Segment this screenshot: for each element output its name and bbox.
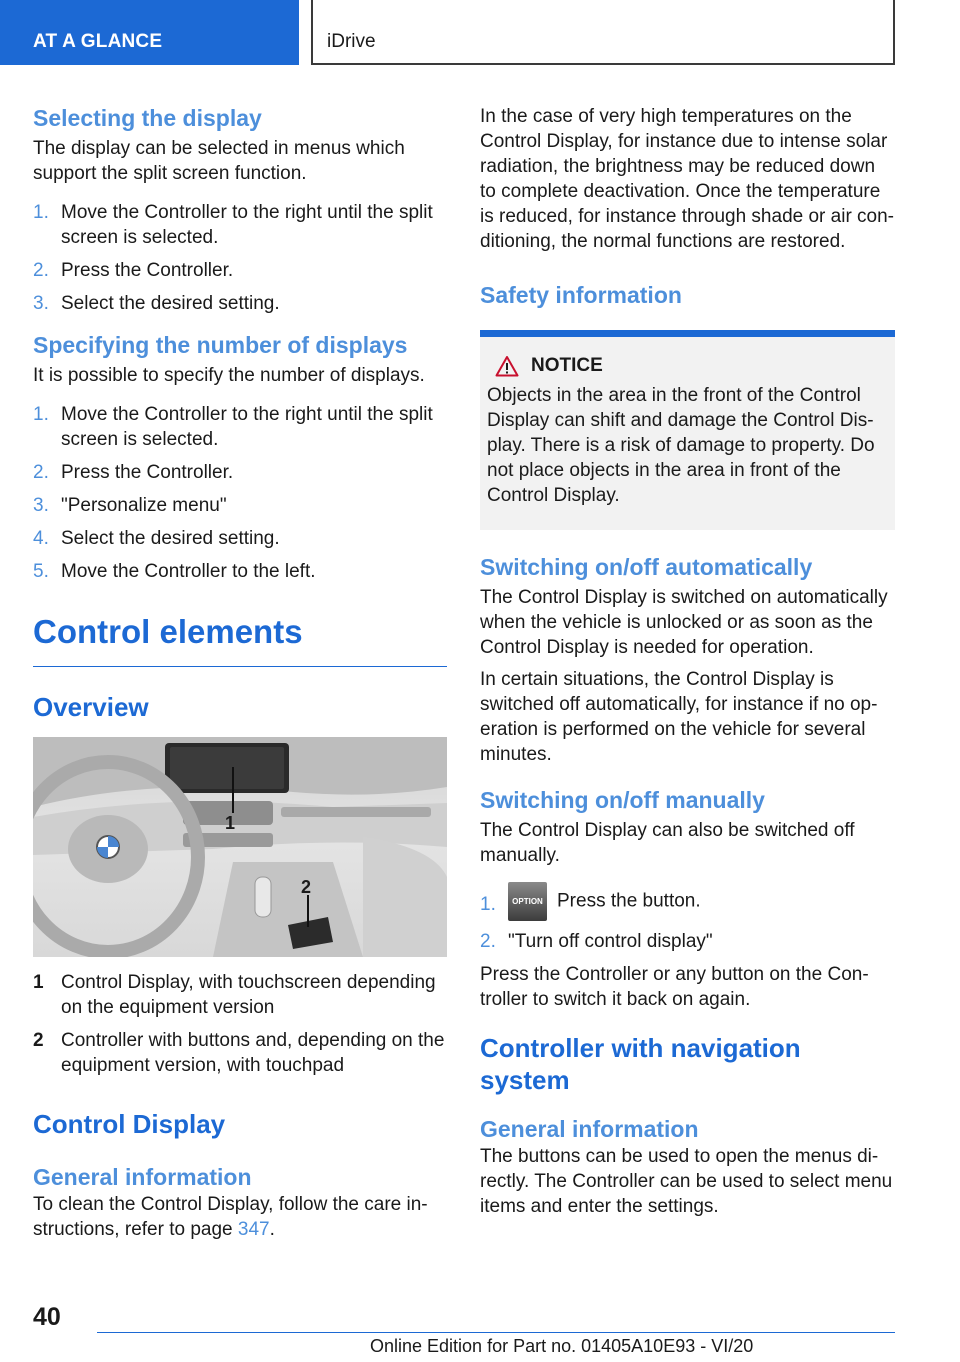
step-text: Press the Controller. (61, 462, 234, 483)
step-text: Select the desired setting. (61, 293, 280, 314)
step-number: 3. (33, 495, 49, 516)
cleaning-text (33, 1192, 447, 1242)
specifying-displays-intro: It is possible to specify the number of displays. (33, 365, 425, 386)
switching-auto-p2: In certain situations, the Control Display is switched off automatically, for instance if no op-eration is performed on the vehicle for several minutes. (480, 669, 878, 765)
option-button-icon: OPTION (508, 882, 547, 921)
callout-2: 2 (301, 877, 312, 897)
switching-auto-heading: Switching on/off automatically (480, 554, 813, 580)
list-item (33, 1028, 447, 1078)
list-item (33, 258, 447, 283)
notice-box (480, 330, 895, 530)
step-text: Move the Controller to the left. (61, 561, 316, 582)
step-text: "Turn off control display" (508, 931, 713, 952)
controller-general-text: The buttons can be used to open the menus di-rectly. The Controller can be used to select menu items and enter the settings. (480, 1146, 893, 1217)
list-item (480, 929, 895, 954)
step-number: 4. (33, 528, 49, 549)
notice-title (487, 355, 888, 377)
step-number: 2. (33, 260, 49, 281)
list-item (33, 402, 447, 452)
specifying-displays-steps (33, 402, 447, 584)
chapter-tab (311, 0, 895, 65)
step-text: Move the Controller to the right until the split screen is selected. (61, 404, 433, 450)
legend-text: Control Display, with touchscreen depending on the equipment version (61, 972, 436, 1018)
overview-legend (33, 970, 447, 1078)
left-column (33, 103, 447, 1242)
list-item (480, 882, 895, 921)
step-number: 5. (33, 561, 49, 582)
footer-edition: Online Edition for Part no. 01405A10E93 - VI/20 (370, 1336, 754, 1356)
cockpit-photo (33, 737, 447, 957)
switching-manual-p2: Press the Controller or any button on the Con-troller to switch it back on again. (480, 964, 869, 1010)
overview-heading: Overview (33, 692, 149, 722)
step-number: 2. (33, 462, 49, 483)
list-item (33, 559, 447, 584)
selecting-display-heading: Selecting the display (33, 105, 262, 131)
switching-manual-p1: The Control Display can also be switched off manually. (480, 820, 855, 866)
list-item (33, 493, 447, 518)
list-item (33, 460, 447, 485)
notice-text: Objects in the area in the front of the Control Display can shift and damage the Control Dis-play. There is a risk of damage to property. Do not place objects in the area in front of the Control Display. (487, 385, 875, 506)
switching-manual-steps (480, 882, 895, 954)
legend-text: Controller with buttons and, depending on the equipment version, with touchpad (61, 1030, 445, 1076)
controller-heading: Controller with navigation system (480, 1033, 801, 1095)
step-number: 1. (33, 404, 49, 425)
step-text: Move the Controller to the right until the split screen is selected. (61, 202, 433, 248)
control-elements-heading: Control elements (33, 613, 303, 650)
controller-general-heading: General information (480, 1116, 699, 1142)
heading-rule (33, 666, 447, 667)
step-text: "Personalize menu" (61, 495, 227, 516)
step-text: Select the desired setting. (61, 528, 280, 549)
temperature-paragraph: In the case of very high temperatures on the Control Display, for instance due to intense solar radiation, the brightness may be reduced down to complete deactivation. Once the temperature is reduced, for instance through shade or air con-ditioning, the normal functions are restored. (480, 106, 895, 252)
cleaning-sentence: To clean the Control Display, follow the care in-structions, refer to page (33, 1194, 428, 1240)
sentence-end: . (269, 1219, 275, 1240)
list-item (33, 291, 447, 316)
right-column (480, 104, 895, 1219)
section-title: AT A GLANCE (33, 31, 163, 52)
step-number: 2. (480, 931, 496, 952)
step-number: 1. (480, 894, 496, 915)
list-item (33, 200, 447, 250)
selecting-display-intro: The display can be selected in menus which support the split screen function. (33, 138, 405, 184)
step-text: Press the button. (557, 890, 701, 912)
safety-information-heading: Safety information (480, 282, 682, 308)
page-reference-link[interactable]: 347 (237, 1219, 270, 1240)
chapter-title: iDrive (327, 31, 376, 52)
cockpit-illustration (33, 737, 447, 957)
page-number: 40 (33, 1303, 61, 1331)
selecting-display-steps (33, 200, 447, 316)
step-text: Press the Controller. (61, 260, 234, 281)
control-display-heading: Control Display (33, 1109, 226, 1139)
callout-1: 1 (225, 813, 236, 833)
footer-divider (97, 1332, 895, 1333)
legend-number: 2 (33, 1030, 44, 1051)
specifying-displays-heading: Specifying the number of displays (33, 332, 408, 358)
warning-triangle-icon (495, 355, 519, 377)
list-item (33, 970, 447, 1020)
switching-manual-heading: Switching on/off manually (480, 787, 765, 813)
notice-label: NOTICE (531, 355, 603, 376)
legend-number: 1 (33, 972, 44, 993)
general-information-heading: General information (33, 1164, 252, 1190)
list-item (33, 526, 447, 551)
section-tab (0, 0, 299, 65)
switching-auto-p1: The Control Display is switched on automatically when the vehicle is unlocked or as soon as the Control Display is needed for operation. (480, 587, 888, 658)
step-number: 1. (33, 202, 49, 223)
step-number: 3. (33, 293, 49, 314)
